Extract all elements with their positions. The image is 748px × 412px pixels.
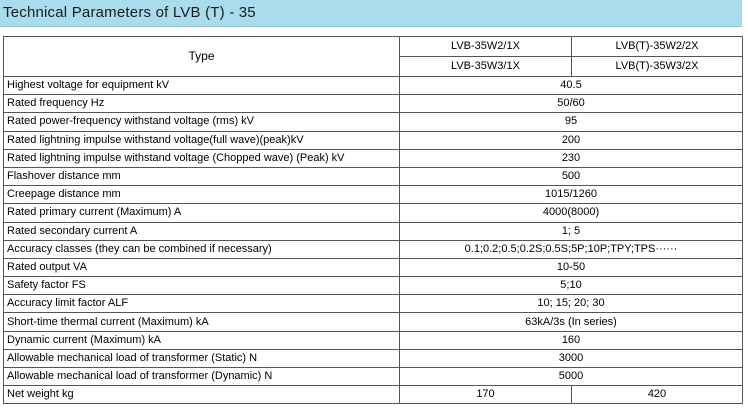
param-label: Flashover distance mm <box>4 167 400 185</box>
param-label: Creepage distance mm <box>4 186 400 204</box>
table-row <box>4 349 743 367</box>
param-label: Rated lightning impulse withstand voltage (Chopped wave) (Peak) kV <box>4 149 400 167</box>
table-row <box>4 149 743 167</box>
param-value: 500 <box>400 167 743 185</box>
param-label: Rated frequency Hz <box>4 95 400 113</box>
param-value: 63kA/3s (In series) <box>400 313 743 331</box>
param-label: Rated output VA <box>4 258 400 276</box>
param-label: Safety factor FS <box>4 277 400 295</box>
table-row <box>4 258 743 276</box>
type-header: Type <box>4 37 400 77</box>
page-title: Technical Parameters of LVB (T) - 35 <box>3 4 256 21</box>
param-label: Highest voltage for equipment kV <box>4 77 400 95</box>
param-label: Dynamic current (Maximum) kA <box>4 331 400 349</box>
param-value: 0.1;0.2;0.5;0.2S;0.5S;5P;10P;TPY;TPS······ <box>400 240 743 258</box>
param-value: 95 <box>400 113 743 131</box>
param-value: 4000(8000) <box>400 204 743 222</box>
table-row <box>4 313 743 331</box>
table-row <box>4 368 743 386</box>
param-value: 50/60 <box>400 95 743 113</box>
param-value: 40.5 <box>400 77 743 95</box>
param-label: Rated secondary current A <box>4 222 400 240</box>
table-row <box>4 295 743 313</box>
param-value: 5;10 <box>400 277 743 295</box>
param-value: 3000 <box>400 349 743 367</box>
param-value: 160 <box>400 331 743 349</box>
param-value: 10-50 <box>400 258 743 276</box>
param-label: Rated lightning impulse withstand voltage(full wave)(peak)kV <box>4 131 400 149</box>
table-row <box>4 186 743 204</box>
param-value: 1; 5 <box>400 222 743 240</box>
table-row <box>4 277 743 295</box>
param-label: Allowable mechanical load of transformer (Dynamic) N <box>4 368 400 386</box>
param-label: Short-time thermal current (Maximum) kA <box>4 313 400 331</box>
model-b-line1: LVB(T)-35W2/2X <box>572 37 743 57</box>
param-value: 5000 <box>400 368 743 386</box>
param-label: Rated primary current (Maximum) A <box>4 204 400 222</box>
parameters-table <box>3 36 743 404</box>
param-value: 1015/1260 <box>400 186 743 204</box>
header-row <box>4 37 743 57</box>
model-a-line1: LVB-35W2/1X <box>400 37 572 57</box>
table-row <box>4 113 743 131</box>
table-row <box>4 167 743 185</box>
table-row <box>4 77 743 95</box>
param-value: 230 <box>400 149 743 167</box>
table-row <box>4 204 743 222</box>
param-label: Accuracy limit factor ALF <box>4 295 400 313</box>
table-row <box>4 131 743 149</box>
model-b-line2: LVB(T)-35W3/2X <box>572 57 743 77</box>
net-weight-value-a: 170 <box>400 386 572 404</box>
param-label: Allowable mechanical load of transformer (Static) N <box>4 349 400 367</box>
net-weight-label: Net weight kg <box>4 386 400 404</box>
table-row <box>4 222 743 240</box>
param-label: Rated power-frequency withstand voltage (rms) kV <box>4 113 400 131</box>
table-row <box>4 331 743 349</box>
table-row <box>4 95 743 113</box>
param-label: Accuracy classes (they can be combined if necessary) <box>4 240 400 258</box>
table-row <box>4 240 743 258</box>
table-row <box>4 386 743 404</box>
param-value: 10; 15; 20; 30 <box>400 295 743 313</box>
net-weight-value-b: 420 <box>572 386 743 404</box>
model-a-line2: LVB-35W3/1X <box>400 57 572 77</box>
title-banner <box>0 0 742 27</box>
param-value: 200 <box>400 131 743 149</box>
